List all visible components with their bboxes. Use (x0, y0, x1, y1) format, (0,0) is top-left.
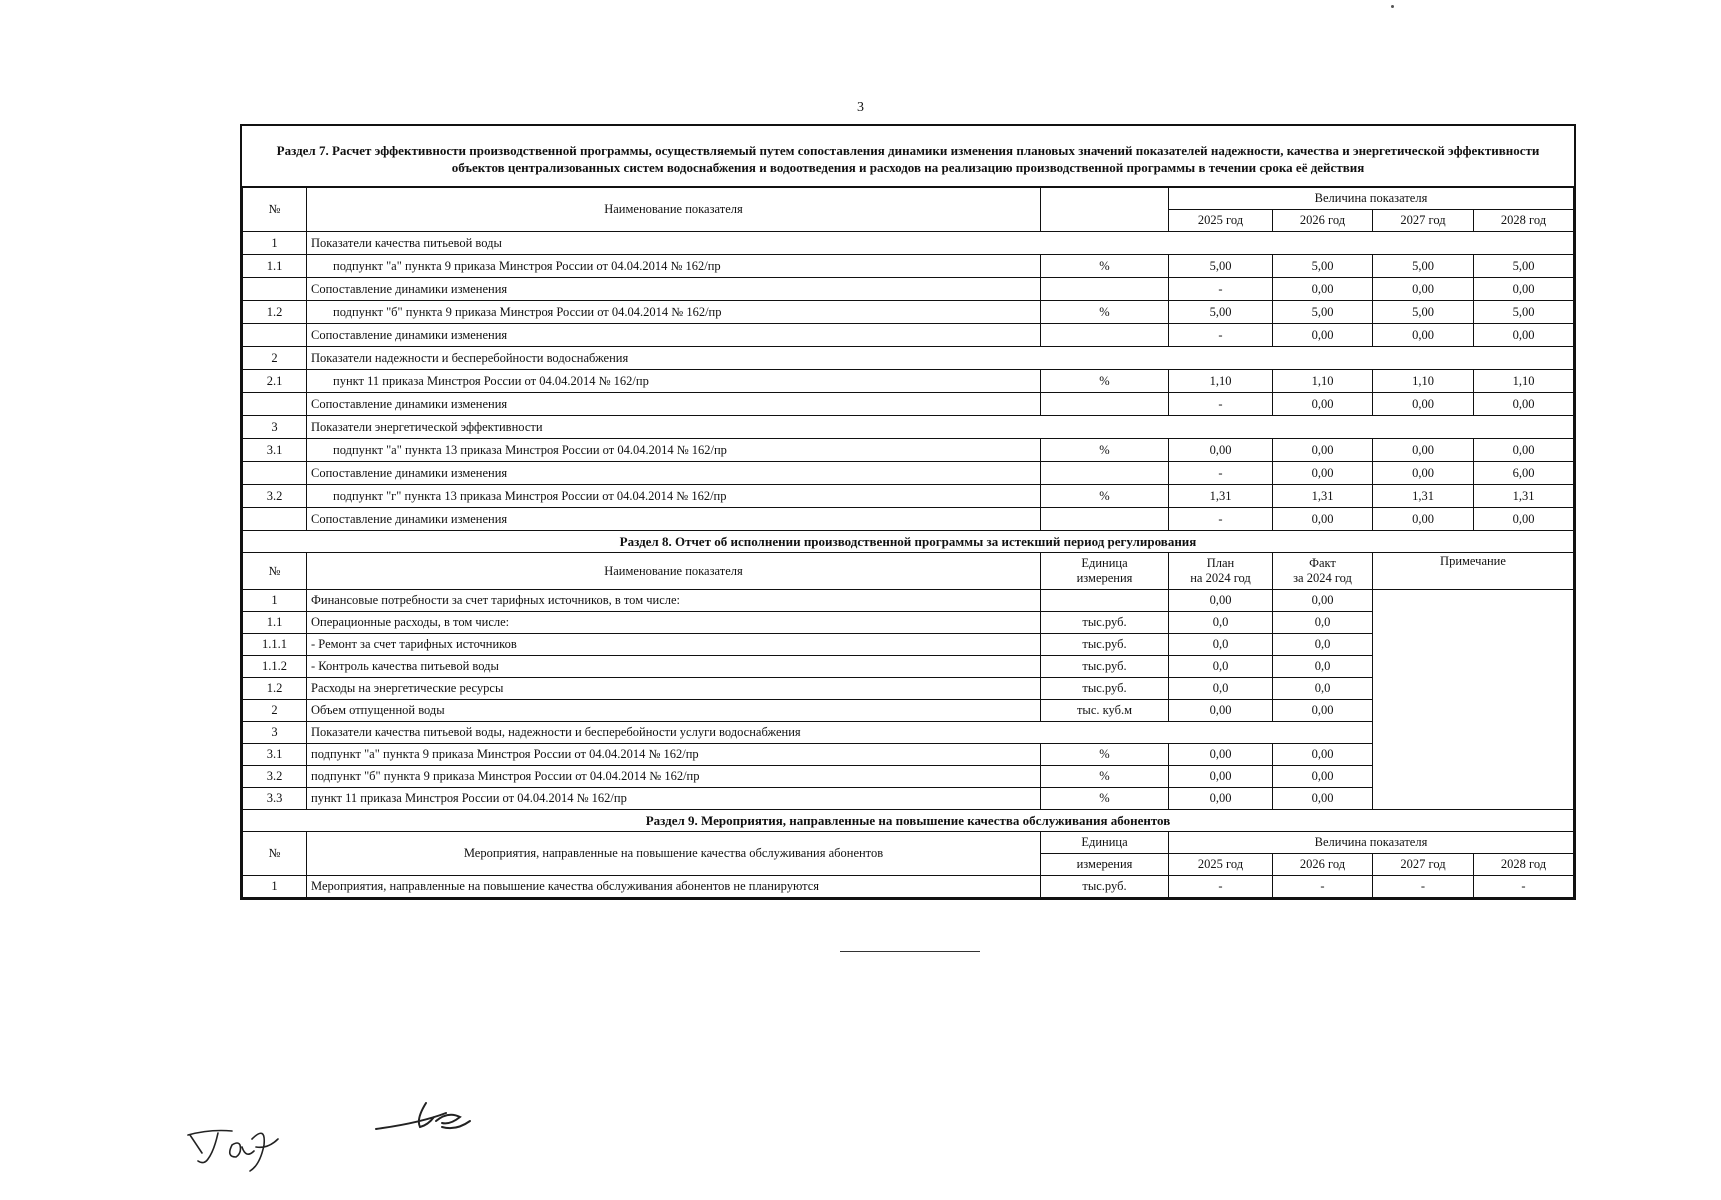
plan-value: 0,0 (1169, 612, 1273, 634)
row-name: Сопоставление динамики изменения (307, 324, 1041, 347)
s7-col-name: Наименование показателя (307, 188, 1041, 232)
s7-body (243, 232, 1574, 531)
note-cell (1373, 590, 1574, 810)
row-name: Сопоставление динамики изменения (307, 462, 1041, 485)
row-number (243, 324, 307, 347)
row-name: пункт 11 приказа Минстроя России от 04.04.2014 № 162/пр (307, 788, 1041, 810)
value-cell: 0,00 (1273, 439, 1373, 462)
s9-year-2025: 2025 год (1169, 854, 1273, 876)
value-cell: 0,00 (1273, 278, 1373, 301)
value-cell: 5,00 (1474, 301, 1574, 324)
value-cell: - (1169, 393, 1273, 416)
row-unit: % (1041, 766, 1169, 788)
row-number (243, 278, 307, 301)
value-cell: - (1474, 876, 1574, 898)
plan-value: 0,00 (1169, 700, 1273, 722)
row-number: 1 (243, 232, 307, 255)
document-frame (240, 124, 1576, 900)
row-number: 3.1 (243, 744, 307, 766)
table-row (243, 876, 1574, 898)
row-number: 2 (243, 347, 307, 370)
s9-body (243, 876, 1574, 898)
fact-value: 0,0 (1273, 678, 1373, 700)
plan-value: 0,0 (1169, 678, 1273, 700)
row-name: подпункт "г" пункта 13 приказа Минстроя России от 04.04.2014 № 162/пр (307, 485, 1041, 508)
value-cell: 5,00 (1169, 255, 1273, 278)
row-unit (1041, 590, 1169, 612)
row-unit (1041, 278, 1169, 301)
signature-left (188, 1131, 278, 1172)
s9-title-row (243, 810, 1574, 832)
value-cell: 0,00 (1373, 439, 1474, 462)
s9-unit-line2: измерения (1041, 854, 1169, 876)
s8-plan-line1: План (1206, 556, 1235, 570)
row-unit (1041, 324, 1169, 347)
plan-value: 0,00 (1169, 766, 1273, 788)
plan-value: 0,00 (1169, 590, 1273, 612)
value-cell: 0,00 (1273, 393, 1373, 416)
row-number (243, 508, 307, 531)
value-cell: 1,31 (1373, 485, 1474, 508)
value-cell: - (1169, 278, 1273, 301)
row-number (243, 462, 307, 485)
value-cell: 0,00 (1474, 278, 1574, 301)
value-cell: - (1169, 876, 1273, 898)
row-name: - Контроль качества питьевой воды (307, 656, 1041, 678)
section8-title: Раздел 8. Отчет об исполнении производственной программы за истекший период регулирования (243, 531, 1574, 553)
row-unit: % (1041, 439, 1169, 462)
value-cell: 0,00 (1169, 439, 1273, 462)
row-unit: тыс.руб. (1041, 678, 1169, 700)
row-name: Финансовые потребности за счет тарифных источников, в том числе: (307, 590, 1041, 612)
s8-col-fact (1273, 553, 1373, 590)
value-cell: 1,31 (1169, 485, 1273, 508)
row-name: подпункт "б" пункта 9 приказа Минстроя России от 04.04.2014 № 162/пр (307, 301, 1041, 324)
row-name: Показатели качества питьевой воды (307, 232, 1574, 255)
value-cell: - (1169, 324, 1273, 347)
row-name: подпункт "а" пункта 9 приказа Минстроя России от 04.04.2014 № 162/пр (307, 255, 1041, 278)
value-cell: 0,00 (1273, 508, 1373, 531)
row-unit (1041, 462, 1169, 485)
s7-header-row-1 (243, 188, 1574, 210)
row-unit: тыс.руб. (1041, 612, 1169, 634)
page-number: 3 (857, 100, 864, 115)
s9-unit-line1: Единица (1041, 832, 1169, 854)
row-number: 3.2 (243, 485, 307, 508)
row-name: пункт 11 приказа Минстроя России от 04.04.2014 № 162/пр (307, 370, 1041, 393)
row-number: 3 (243, 416, 307, 439)
row-unit: тыс.руб. (1041, 634, 1169, 656)
table-row (243, 370, 1574, 393)
table-row (243, 324, 1574, 347)
table-row (243, 255, 1574, 278)
row-number: 3.2 (243, 766, 307, 788)
fact-value: 0,00 (1273, 788, 1373, 810)
value-cell: 0,00 (1273, 324, 1373, 347)
value-cell: 1,10 (1169, 370, 1273, 393)
table-row (243, 590, 1574, 612)
row-name: подпункт "а" пункта 13 приказа Минстроя России от 04.04.2014 № 162/пр (307, 439, 1041, 462)
table-row (243, 462, 1574, 485)
s9-year-2027: 2027 год (1373, 854, 1474, 876)
s7-year-2027: 2027 год (1373, 210, 1474, 232)
row-name: - Ремонт за счет тарифных источников (307, 634, 1041, 656)
row-unit: % (1041, 485, 1169, 508)
value-cell: - (1169, 462, 1273, 485)
row-unit: % (1041, 255, 1169, 278)
value-cell: 5,00 (1273, 255, 1373, 278)
s8-col-name: Наименование показателя (307, 553, 1041, 590)
s7-col-unit (1041, 188, 1169, 232)
value-cell: 1,10 (1474, 370, 1574, 393)
fact-value: 0,00 (1273, 700, 1373, 722)
section9-title: Раздел 9. Мероприятия, направленные на повышение качества обслуживания абонентов (243, 810, 1574, 832)
row-unit: % (1041, 370, 1169, 393)
row-number: 1.2 (243, 678, 307, 700)
row-number: 1.2 (243, 301, 307, 324)
value-cell: 5,00 (1373, 301, 1474, 324)
value-cell: 0,00 (1373, 393, 1474, 416)
value-cell: 1,31 (1273, 485, 1373, 508)
value-cell: 0,00 (1373, 324, 1474, 347)
plan-value: 0,00 (1169, 744, 1273, 766)
row-unit: тыс. куб.м (1041, 700, 1169, 722)
fact-value: 0,0 (1273, 612, 1373, 634)
row-name: подпункт "б" пункта 9 приказа Минстроя России от 04.04.2014 № 162/пр (307, 766, 1041, 788)
row-number: 1.1 (243, 255, 307, 278)
fact-value: 0,00 (1273, 590, 1373, 612)
value-cell: - (1273, 876, 1373, 898)
s8-header-row (243, 553, 1574, 590)
s7-col-value-group: Величина показателя (1169, 188, 1574, 210)
s7-year-2026: 2026 год (1273, 210, 1373, 232)
row-number (243, 393, 307, 416)
row-number: 1 (243, 590, 307, 612)
value-cell: 6,00 (1474, 462, 1574, 485)
table-row (243, 347, 1574, 370)
row-number: 3.3 (243, 788, 307, 810)
row-name: Сопоставление динамики изменения (307, 393, 1041, 416)
s7-year-2025: 2025 год (1169, 210, 1273, 232)
row-name: Показатели энергетической эффективности (307, 416, 1574, 439)
s8-unit-line1: Единица (1081, 556, 1128, 570)
value-cell: 5,00 (1474, 255, 1574, 278)
table-row (243, 232, 1574, 255)
value-cell: - (1169, 508, 1273, 531)
s8-col-note: Примечание (1373, 553, 1574, 590)
signature-right (376, 1103, 470, 1129)
row-name: подпункт "а" пункта 9 приказа Минстроя России от 04.04.2014 № 162/пр (307, 744, 1041, 766)
s8-unit-line2: измерения (1076, 571, 1133, 585)
s9-col-num: № (243, 832, 307, 876)
s8-fact-line1: Факт (1309, 556, 1336, 570)
s8-fact-line2: за 2024 год (1293, 571, 1352, 585)
row-unit: % (1041, 301, 1169, 324)
value-cell: 0,00 (1373, 508, 1474, 531)
fact-value: 0,00 (1273, 766, 1373, 788)
row-name: Объем отпущенной воды (307, 700, 1041, 722)
row-name: Сопоставление динамики изменения (307, 508, 1041, 531)
s7-col-num: № (243, 188, 307, 232)
plan-value: 0,0 (1169, 656, 1273, 678)
s8-plan-line2: на 2024 год (1190, 571, 1251, 585)
row-number: 1.1.2 (243, 656, 307, 678)
s8-title-row (243, 531, 1574, 553)
handwritten-signatures (180, 1095, 520, 1175)
value-cell: 5,00 (1373, 255, 1474, 278)
value-cell: 1,10 (1273, 370, 1373, 393)
table-row (243, 508, 1574, 531)
s9-col-value-group: Величина показателя (1169, 832, 1574, 854)
value-cell: 0,00 (1474, 508, 1574, 531)
fact-value: 0,0 (1273, 634, 1373, 656)
row-unit: тыс.руб. (1041, 656, 1169, 678)
row-name: Показатели качества питьевой воды, надежности и бесперебойности услуги водоснабжения (307, 722, 1373, 744)
row-name: Сопоставление динамики изменения (307, 278, 1041, 301)
s9-year-2026: 2026 год (1273, 854, 1373, 876)
s8-col-unit (1041, 553, 1169, 590)
s9-year-2028: 2028 год (1474, 854, 1574, 876)
row-number: 1.1.1 (243, 634, 307, 656)
row-unit: % (1041, 788, 1169, 810)
value-cell: 0,00 (1474, 324, 1574, 347)
fact-value: 0,00 (1273, 744, 1373, 766)
row-number: 2 (243, 700, 307, 722)
value-cell: 0,00 (1273, 462, 1373, 485)
table-row (243, 278, 1574, 301)
row-unit: % (1041, 744, 1169, 766)
separator-line (840, 951, 980, 952)
s8-col-num: № (243, 553, 307, 590)
plan-value: 0,00 (1169, 788, 1273, 810)
value-cell: - (1373, 876, 1474, 898)
row-unit (1041, 393, 1169, 416)
table-row (243, 416, 1574, 439)
fact-value: 0,0 (1273, 656, 1373, 678)
scan-speck (1391, 5, 1394, 8)
table-row (243, 439, 1574, 462)
row-number: 3.1 (243, 439, 307, 462)
value-cell: 1,10 (1373, 370, 1474, 393)
row-number: 1 (243, 876, 307, 898)
row-number: 2.1 (243, 370, 307, 393)
row-number: 1.1 (243, 612, 307, 634)
table-row (243, 301, 1574, 324)
plan-value: 0,0 (1169, 634, 1273, 656)
value-cell: 0,00 (1474, 439, 1574, 462)
section7-title: Раздел 7. Расчет эффективности производственной программы, осуществляемый путем сопоставления динамики изменения плановых значений показателей надежности, качества и энергетической эффективности объектов централизованных систем водоснабжения и водоотведения и расходов на реализацию производственной программы в течении срока её действия (242, 126, 1574, 187)
row-number: 3 (243, 722, 307, 744)
s8-col-plan (1169, 553, 1273, 590)
table-row (243, 393, 1574, 416)
value-cell: 5,00 (1169, 301, 1273, 324)
row-name: Операционные расходы, в том числе: (307, 612, 1041, 634)
s9-col-name: Мероприятия, направленные на повышение качества обслуживания абонентов (307, 832, 1041, 876)
value-cell: 0,00 (1373, 462, 1474, 485)
s9-header-row-1 (243, 832, 1574, 854)
row-name: Показатели надежности и бесперебойности водоснабжения (307, 347, 1574, 370)
row-unit: тыс.руб. (1041, 876, 1169, 898)
value-cell: 0,00 (1474, 393, 1574, 416)
s8-body (243, 590, 1574, 810)
value-cell: 1,31 (1474, 485, 1574, 508)
value-cell: 5,00 (1273, 301, 1373, 324)
table-row (243, 485, 1574, 508)
value-cell: 0,00 (1373, 278, 1474, 301)
report-table (242, 187, 1574, 898)
row-name: Мероприятия, направленные на повышение качества обслуживания абонентов не планируются (307, 876, 1041, 898)
s7-year-2028: 2028 год (1474, 210, 1574, 232)
row-name: Расходы на энергетические ресурсы (307, 678, 1041, 700)
row-unit (1041, 508, 1169, 531)
